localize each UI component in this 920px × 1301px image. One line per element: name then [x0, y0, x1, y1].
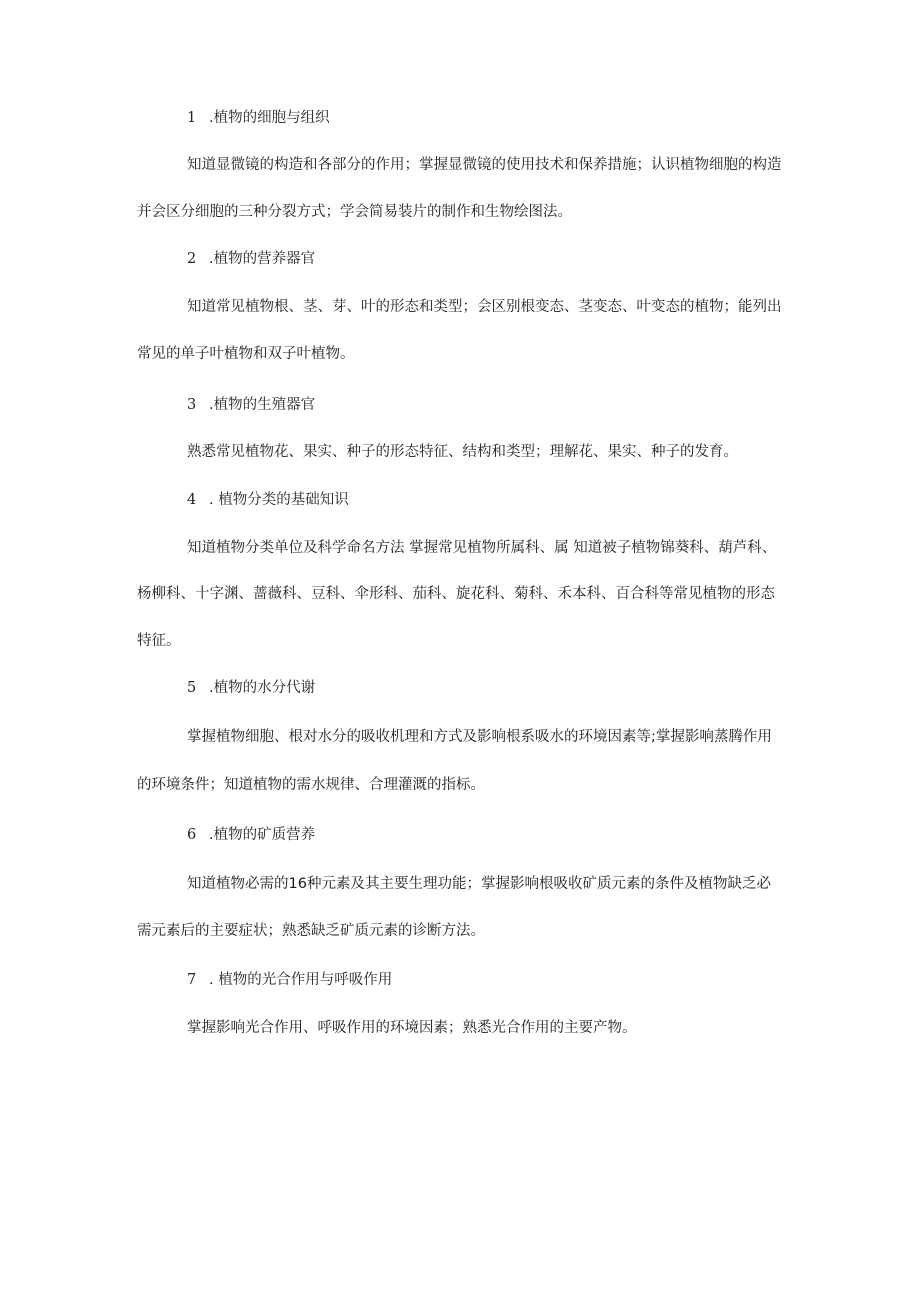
paragraph-line: 掌握影响光合作用、呼吸作用的环境因素；熟悉光合作用的主要产物。 [187, 1020, 637, 1036]
section-number: 2 [187, 251, 197, 267]
section-number: 7 [187, 972, 197, 988]
paragraph-line: 知道常见植物根、茎、芽、叶的形态和类型；会区别根变态、茎变态、叶变态的植物；能列出 [187, 299, 782, 315]
section-number: 6 [187, 827, 197, 843]
paragraph-line: 特征。 [137, 633, 181, 649]
section-title: .植物的生殖器官 [209, 397, 316, 413]
paragraph-line: 掌握植物细胞、根对水分的吸收机理和方式及影响根系吸水的环境因素等;掌握影响蒸腾作用 [187, 729, 772, 745]
section-heading [187, 970, 392, 990]
paragraph-line: 知道植物必需的16种元素及其主要生理功能；掌握影响根吸收矿质元素的条件及植物缺乏必 [187, 876, 771, 892]
section-heading [187, 490, 349, 510]
section-title: .植物的营养器官 [209, 251, 316, 267]
section-heading [187, 395, 315, 415]
section-number: 5 [187, 680, 197, 696]
paragraph-line: 知道植物分类单位及科学命名方法 掌握常见植物所属科、属 知道被子植物锦葵科、葫芦科、 [187, 540, 777, 556]
section-heading [187, 825, 315, 845]
section-number: 4 [187, 492, 197, 508]
section-heading [187, 108, 330, 128]
paragraph-line: 常见的单子叶植物和双子叶植物。 [137, 346, 355, 362]
paragraph-line: 杨柳科、十字渊、蔷薇科、豆科、伞形科、茄科、旋花科、菊科、禾本科、百合科等常见植物的形态 [137, 586, 775, 602]
section-title: .植物的细胞与组织 [209, 110, 330, 126]
section-heading [187, 249, 315, 269]
paragraph-line: 的环境条件；知道植物的需水规律、合理灌溉的指标。 [137, 777, 485, 793]
section-title: . 植物分类的基础知识 [209, 492, 349, 508]
paragraph-line: 熟悉常见植物花、果实、种子的形态特征、结构和类型；理解花、果实、种子的发育。 [187, 444, 738, 460]
section-number: 3 [187, 397, 197, 413]
section-heading [187, 678, 315, 698]
paragraph-line: 并会区分细胞的三种分裂方式；学会简易装片的制作和生物绘图法。 [137, 204, 572, 220]
section-title: . 植物的光合作用与呼吸作用 [209, 972, 393, 988]
section-title: .植物的水分代谢 [209, 680, 316, 696]
section-number: 1 [187, 110, 197, 126]
paragraph-line: 知道显微镜的构造和各部分的作用；掌握显微镜的使用技术和保养措施；认识植物细胞的构造 [187, 157, 782, 173]
paragraph-line: 需元素后的主要症状；熟悉缺乏矿质元素的诊断方法。 [137, 923, 485, 939]
section-title: .植物的矿质营养 [209, 827, 316, 843]
